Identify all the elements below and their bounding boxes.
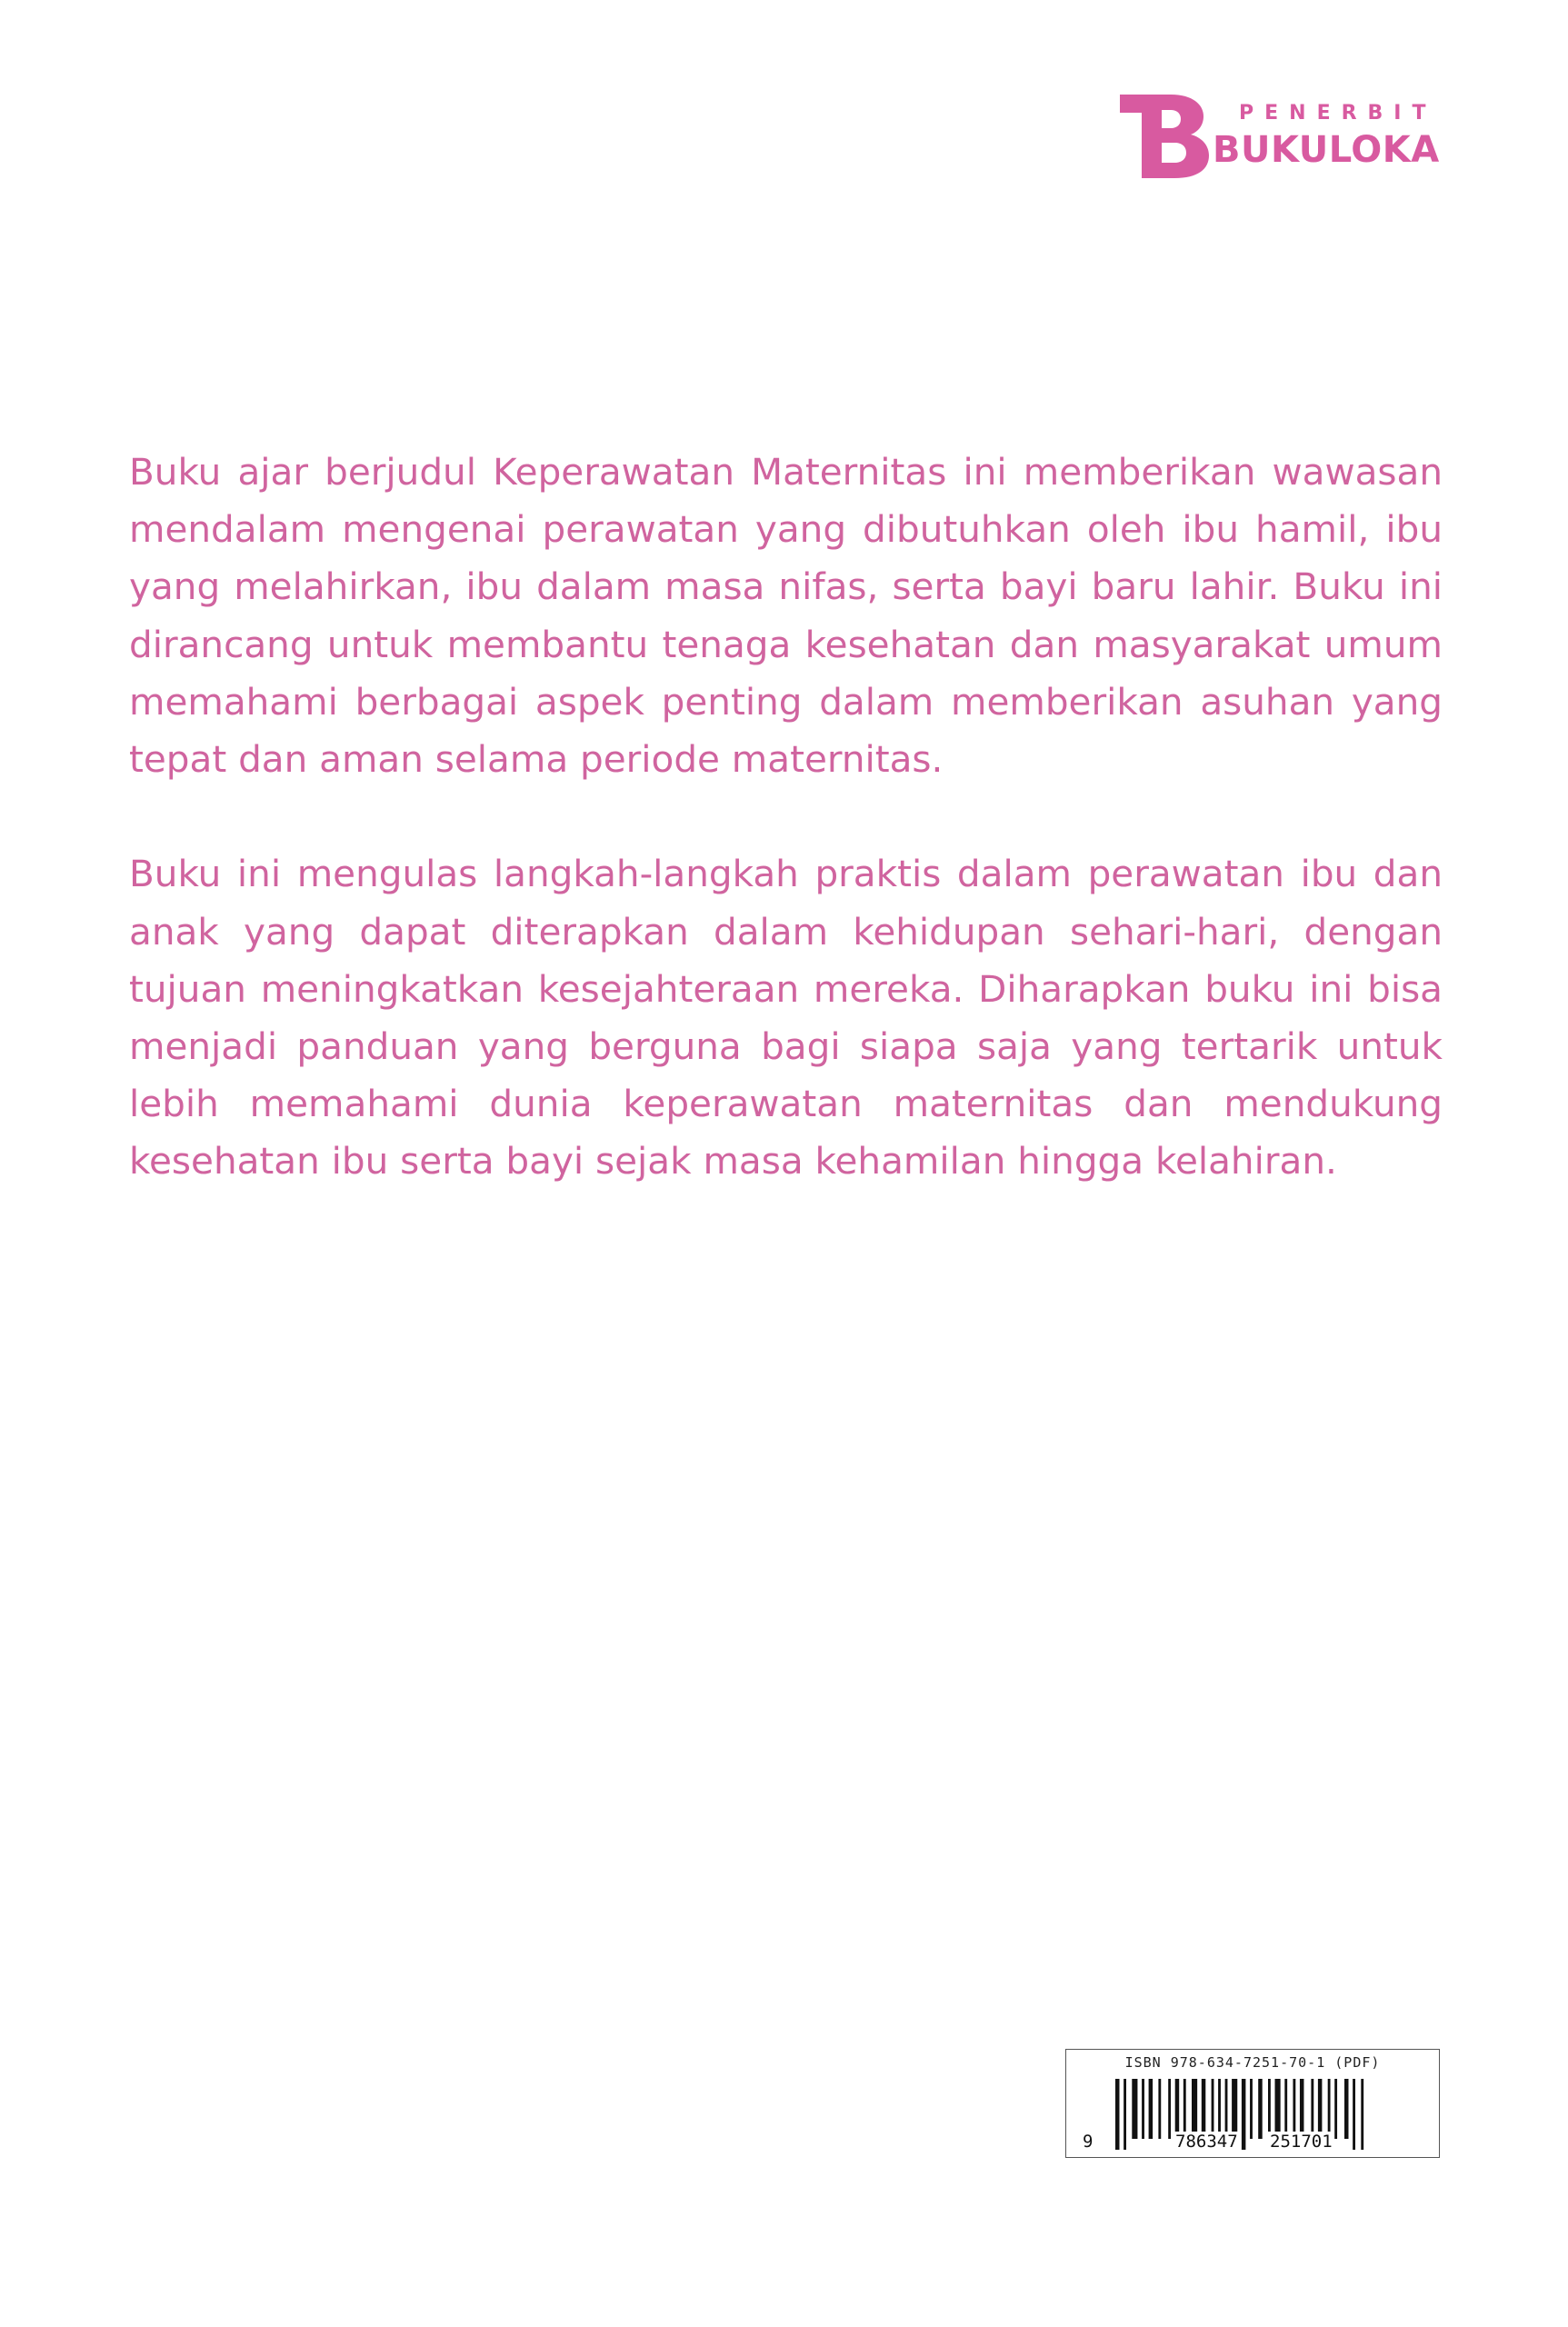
barcode-bars bbox=[1115, 2079, 1388, 2150]
barcode-bar bbox=[1250, 2079, 1253, 2139]
barcode-bar bbox=[1284, 2079, 1287, 2139]
barcode-bar bbox=[1344, 2079, 1349, 2139]
barcode-bar bbox=[1158, 2079, 1161, 2139]
barcode-bar bbox=[1334, 2079, 1337, 2139]
barcode-bar bbox=[1183, 2079, 1186, 2139]
book-blurb bbox=[129, 444, 1443, 1191]
barcode-bar bbox=[1268, 2079, 1271, 2139]
barcode-bar bbox=[1175, 2079, 1180, 2139]
barcode-bar bbox=[1258, 2079, 1263, 2139]
blurb-paragraph: Buku ini mengulas langkah-langkah praktis dalam perawatan ibu dan anak yang dapat diterapkan dalam kehidupan sehari-hari, dengan tujuan meningkatkan kesejahteraan mereka. Diharapkan buku ini bisa menjadi panduan yang berguna bagi siapa saja yang tertarik untuk lebih memahami dunia keperawatan maternitas dan mendukung kesehatan ibu serta bayi sejak masa kehamilan hingga kelahiran. bbox=[129, 852, 1443, 1183]
barcode-bar bbox=[1168, 2079, 1171, 2139]
barcode-digits-left: 786347 bbox=[1175, 2132, 1238, 2152]
barcode-bar bbox=[1328, 2079, 1331, 2139]
isbn-barcode bbox=[1065, 2049, 1440, 2158]
barcode-bar bbox=[1300, 2079, 1304, 2139]
logo-b-icon bbox=[1116, 95, 1209, 178]
barcode-bar bbox=[1275, 2079, 1281, 2139]
barcode-bar bbox=[1361, 2079, 1363, 2150]
barcode-bar bbox=[1311, 2079, 1313, 2139]
barcode-bar bbox=[1242, 2079, 1246, 2150]
barcode-bar bbox=[1225, 2079, 1228, 2139]
barcode-bar bbox=[1124, 2079, 1126, 2150]
barcode-bar bbox=[1115, 2079, 1120, 2150]
barcode-bar bbox=[1353, 2079, 1355, 2150]
blurb-paragraph: Buku ajar berjudul Keperawatan Maternitas ini memberikan wawasan mendalam mengenai perawatan yang dibutuhkan oleh ibu hamil, ibu yang melahirkan, ibu dalam masa nifas, serta bayi baru lahir. Buku ini dirancang untuk membantu tenaga kesehatan dan masyarakat umum memahami berbagai aspek penting dalam memberikan asuhan yang tepat dan aman selama periode maternitas. bbox=[129, 450, 1443, 782]
barcode-bar bbox=[1212, 2079, 1214, 2139]
publisher-name: BUKULOKA bbox=[1213, 129, 1440, 171]
barcode-digit-first: 9 bbox=[1083, 2132, 1094, 2152]
barcode-bar bbox=[1202, 2079, 1206, 2139]
publisher-label: PENERBIT bbox=[1239, 102, 1437, 125]
barcode-digits-right: 251701 bbox=[1270, 2132, 1333, 2152]
barcode-bar bbox=[1218, 2079, 1221, 2139]
publisher-logo bbox=[1116, 95, 1443, 182]
barcode-bar bbox=[1192, 2079, 1197, 2139]
barcode-bar bbox=[1293, 2079, 1295, 2139]
isbn-label: ISBN 978-634-7251-70-1 (PDF) bbox=[1124, 2054, 1381, 2071]
barcode-bar bbox=[1132, 2079, 1137, 2139]
barcode-bar bbox=[1142, 2079, 1144, 2139]
barcode-bar bbox=[1318, 2079, 1323, 2139]
barcode-bar bbox=[1149, 2079, 1154, 2139]
